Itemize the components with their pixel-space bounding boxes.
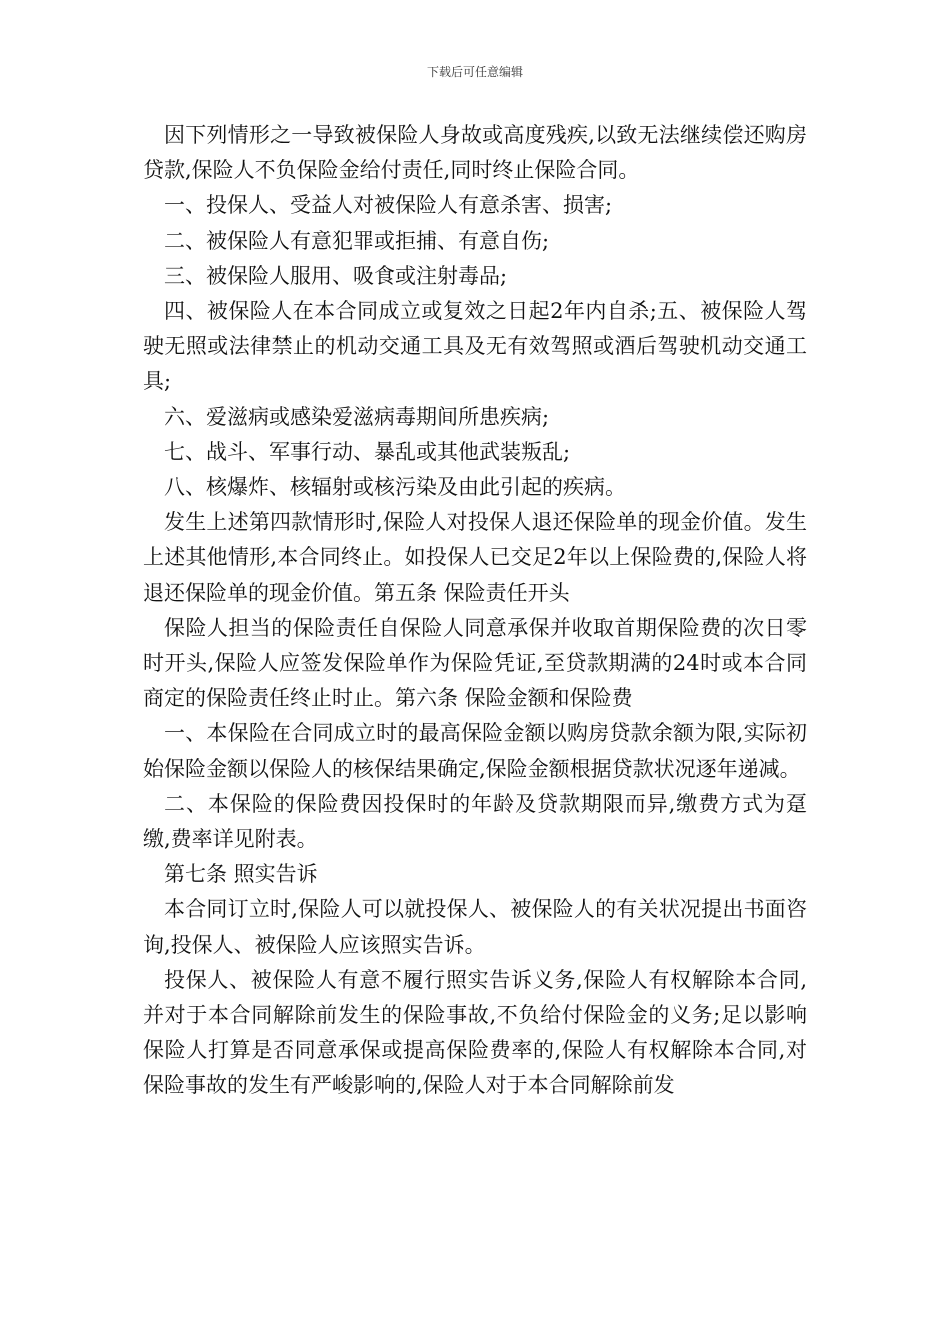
paragraph-premium: 二、本保险的保险费因投保时的年龄及贷款期限而异,缴费方式为趸缴,费率详见附表。 bbox=[143, 791, 807, 852]
paragraph-exclusion-8: 八、核爆炸、核辐射或核污染及由此引起的疾病。 bbox=[164, 475, 626, 500]
document-body bbox=[143, 118, 807, 1104]
paragraph-sum-insured: 一、本保险在合同成立时的最高保险金额以购房贷款余额为限,实际初始保险金额以保险人的核保结果确定,保险金额根据贷款状况逐年递减。 bbox=[143, 721, 807, 781]
paragraph-exclusion-1: 一、投保人、受益人对被保险人有意杀害、损害; bbox=[164, 193, 613, 218]
paragraph-exclusion-4-5: 四、被保险人在本合同成立或复效之日起2年内自杀;五、被保险人驾驶无照或法律禁止的机动交通工具及无有效驾照或酒后驾驶机动交通工具; bbox=[143, 299, 807, 394]
paragraph-article-7-heading: 第七条 照实告诉 bbox=[164, 862, 318, 887]
paragraph-disclosure-inquiry: 本合同订立时,保险人可以就投保人、被保险人的有关状况提出书面咨询,投保人、被保险人应该照实告诉。 bbox=[143, 897, 807, 957]
paragraph-liability-start: 保险人担当的保险责任自保险人同意承保并收取首期保险费的次日零时开头,保险人应签发保险单作为保险凭证,至贷款期满的24时或本合同商定的保险责任终止时止。第六条 保险金额和保险费 bbox=[143, 615, 807, 711]
paragraph-disclosure-breach: 投保人、被保险人有意不履行照实告诉义务,保险人有权解除本合同,并对于本合同解除前发生的保险事故,不负给付保险金的义务;足以影响保险人打算是否同意承保或提高保险费率的,保险人有权解除本合同,对保险事故的发生有严峻影响的,保险人对于本合同解除前发 bbox=[143, 967, 807, 1098]
paragraph-exclusion-7: 七、战斗、军事行动、暴乱或其他武装叛乱; bbox=[164, 439, 571, 464]
paragraph-exclusion-2: 二、被保险人有意犯罪或拒捕、有意自伤; bbox=[164, 228, 550, 253]
paragraph-exclusions-intro: 因下列情形之一导致被保险人身故或高度残疾,以致无法继续偿还购房贷款,保险人不负保险金给付责任,同时终止保险合同。 bbox=[143, 123, 807, 183]
page-header: 下载后可任意编辑 bbox=[426, 65, 523, 79]
paragraph-exclusion-6: 六、爱滋病或感染爱滋病毒期间所患疾病; bbox=[164, 404, 550, 429]
paragraph-cash-value: 发生上述第四款情形时,保险人对投保人退还保险单的现金价值。发生上述其他情形,本合同终止。如投保人已交足2年以上保险费的,保险人将退还保险单的现金价值。第五条 保险责任开头 bbox=[143, 510, 807, 605]
paragraph-exclusion-3: 三、被保险人服用、吸食或注射毒品; bbox=[164, 263, 508, 288]
